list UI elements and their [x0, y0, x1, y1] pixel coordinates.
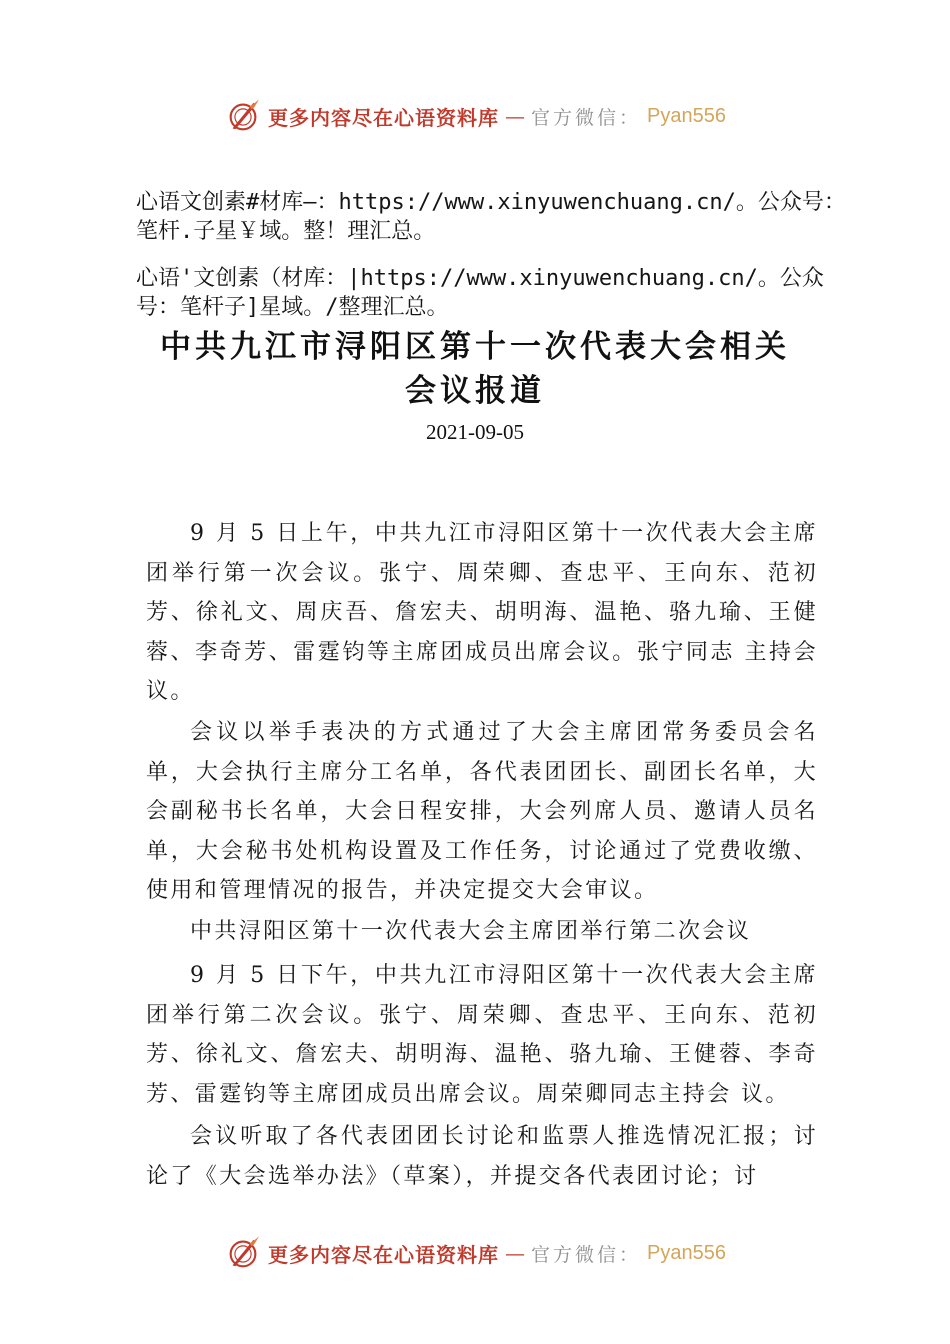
paragraph-3: 9 月 5 日下午，中共九江市浔阳区第十一次代表大会主席团举行第二次会议。张宁、周荣卿、查忠平、王向东、范初芳、徐礼文、詹宏夫、胡明海、温艳、骆九瑜、王健蓉、李奇芳、雷霆钧等主席团成员出席会议。周荣卿同志主持会 议。 — [146, 963, 818, 1107]
footer-banner — [0, 1231, 950, 1275]
footer-wechat-id: Pyan556 — [647, 1241, 726, 1264]
footer-slogan: 更多内容尽在心语资料库 — [268, 1242, 499, 1267]
title-line-2: 会议报道 — [405, 373, 545, 409]
banner-wechat-id: Pyan556 — [647, 104, 726, 127]
banner-slogan: 更多内容尽在心语资料库 — [268, 105, 499, 130]
footer-wechat-label: 官方微信： — [531, 1243, 642, 1266]
paragraph-4: 会议听取了各代表团团长讨论和监票人推选情况汇报；讨论了《大会选举办法》（草案），并提交各代表团讨论；讨 — [146, 1124, 818, 1189]
header-banner — [0, 94, 950, 138]
footer-dash: — — [505, 1241, 525, 1265]
watermark-line-1: 心语文创素#材库—：https://www.xinyuwenchuang.cn/。公众号：笔杆.子星￥域。整！理汇总。 — [136, 190, 846, 244]
section-heading: 中共浔阳区第十一次代表大会主席团举行第二次会议 — [190, 919, 752, 944]
publish-date: 2021-09-05 — [426, 420, 524, 444]
watermark-line-2: 心语'文创素（材库：|https://www.xinyuwenchuang.cn/。公众号：笔杆子]星域。/整理汇总。 — [136, 266, 824, 320]
banner-dash: — — [505, 104, 525, 128]
paragraph-2: 会议以举手表决的方式通过了大会主席团常务委员会名单，大会执行主席分工名单，各代表团团长、副团长名单，大会副秘书长名单，大会日程安排，大会列席人员、邀请人员名单，大会秘书处机构设置及工作任务，讨论通过了党费收缴、使用和管理情况的报告，并决定提交大会审议。 — [146, 720, 818, 903]
quill-seal-icon — [224, 1234, 262, 1272]
quill-seal-icon — [224, 97, 262, 135]
title-line-1: 中共九江市浔阳区第十一次代表大会相关 — [160, 329, 790, 365]
paragraph-1: 9 月 5 日上午，中共九江市浔阳区第十一次代表大会主席团举行第一次会议。张宁、周荣卿、查忠平、王向东、范初芳、徐礼文、周庆吾、詹宏夫、胡明海、温艳、骆九瑜、王健蓉、李奇芳、雷霆钧等主席团成员出席会议。张宁同志 主持会议。 — [146, 521, 818, 704]
page-title — [0, 325, 950, 413]
banner-wechat-label: 官方微信： — [531, 106, 642, 129]
